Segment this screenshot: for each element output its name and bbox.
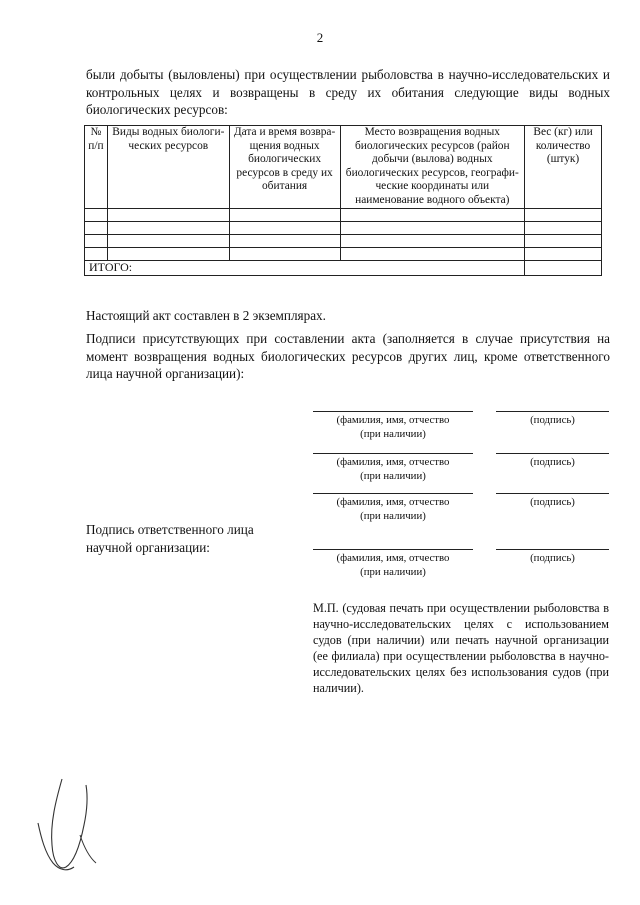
name-caption-line1: (фамилия, имя, отчество [336,552,450,564]
name-caption [313,455,473,483]
responsible-person-label: Подпись ответственного лица научной организации: [86,522,254,555]
signature-line [496,453,609,454]
name-caption-line2: (при наличии) [360,510,426,522]
name-caption-line2: (при наличии) [360,566,426,578]
total-label: ИТОГО: [85,261,525,276]
name-line [313,493,473,494]
present-signatures-paragraph: Подписи присутствующих при составлении акта (заполняется в случае присутствия на момент возвращения водных биологических ресурсов других лиц, кроме ответственного лица научной организации): [86,331,610,381]
signature-caption: (подпись) [530,552,575,564]
signature-caption: (подпись) [530,496,575,508]
name-caption-line1: (фамилия, имя, отчество [336,456,450,468]
signature-caption: (подпись) [530,414,575,426]
signature-line [496,493,609,494]
stamp-note: М.П. (судовая печать при осуществлении рыболовства в научно-исследовательских целях с использованием судов (при наличии) или печать научной организации (ее филиала) при осуществлении рыболовства в научно-исследовательских целях без использования судов (при наличии). [313,601,609,695]
table-total-row [85,261,602,276]
name-caption-line1: (фамилия, имя, отчество [336,414,450,426]
copies-statement: Настоящий акт составлен в 2 экземплярах. [86,308,326,323]
table-row [85,222,602,235]
table-row [85,209,602,222]
name-caption [313,413,473,441]
species-table [84,125,602,276]
name-caption-line1: (фамилия, имя, отчество [336,496,450,508]
header-datetime: Дата и время возвра-щения водных биологических ресурсов в среду их обитания [229,126,340,209]
signature-line [496,411,609,412]
name-caption-line2: (при наличии) [360,428,426,440]
header-number: № п/п [85,126,108,209]
signature-line [496,549,609,550]
intro-paragraph: были добыты (выловлены) при осуществлении рыболовства в научно-исследовательских и контрольных целях и возвращены в среду их обитания следующие виды водных биологических ресурсов: [86,67,610,117]
page-number: 2 [316,30,324,45]
total-value [525,261,602,276]
name-caption [313,551,473,579]
table-header-row [85,126,602,209]
name-caption-line2: (при наличии) [360,470,426,482]
header-species: Виды водных биологи-ческих ресурсов [107,126,229,209]
name-line [313,411,473,412]
name-caption [313,495,473,523]
header-weight: Вес (кг) или количество (штук) [525,126,602,209]
handwritten-mark [22,775,112,875]
name-line [313,453,473,454]
name-line [313,549,473,550]
table-row [85,235,602,248]
table-row [85,248,602,261]
signature-caption: (подпись) [530,456,575,468]
header-location: Место возвращения водных биологических ресурсов (район добычи (вылова) водных биологических ресурсов, географи-ческие координаты или наименование водного объекта) [340,126,525,209]
